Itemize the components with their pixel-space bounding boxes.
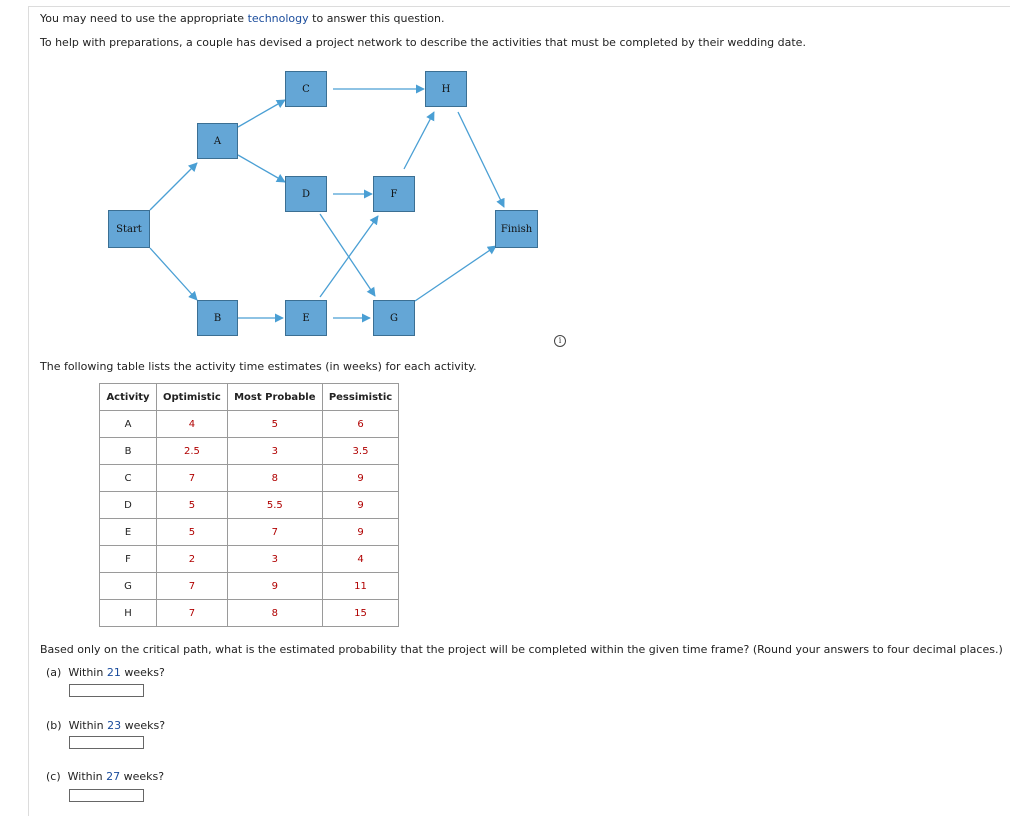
cell-pessimistic: 15 (322, 600, 398, 627)
header-pessimistic: Pessimistic (322, 384, 398, 411)
intro-text-end: to answer this question. (308, 12, 445, 25)
part-a-prompt (46, 666, 165, 679)
node-g: G (373, 300, 415, 336)
arrow-f-h (404, 112, 434, 169)
node-finish: Finish (495, 210, 538, 248)
arrow-a-d (238, 155, 285, 182)
cell-most-probable: 8 (227, 465, 322, 492)
table-row (100, 492, 399, 519)
part-b-prompt (46, 719, 165, 732)
project-network-diagram (0, 0, 1010, 360)
answer-b-input[interactable] (69, 736, 144, 749)
answer-a-input[interactable] (69, 684, 144, 697)
header-optimistic: Optimistic (157, 384, 228, 411)
cell-activity: A (100, 411, 157, 438)
cell-most-probable: 7 (227, 519, 322, 546)
table-row (100, 573, 399, 600)
arrow-h-finish (458, 112, 504, 207)
cell-activity: E (100, 519, 157, 546)
arrow-start-b (150, 248, 197, 300)
technology-link[interactable]: technology (247, 12, 309, 25)
cell-pessimistic: 3.5 (322, 438, 398, 465)
cell-pessimistic: 9 (322, 519, 398, 546)
part-b-suffix: weeks? (121, 719, 166, 732)
cell-activity: C (100, 465, 157, 492)
cell-most-probable: 3 (227, 438, 322, 465)
cell-activity: F (100, 546, 157, 573)
part-c-label: (c) (46, 770, 61, 783)
info-icon[interactable]: i (554, 335, 566, 347)
cell-optimistic: 2.5 (157, 438, 228, 465)
cell-activity: D (100, 492, 157, 519)
cell-pessimistic: 9 (322, 492, 398, 519)
node-d: D (285, 176, 327, 212)
part-a-suffix: weeks? (120, 666, 165, 679)
node-c: C (285, 71, 327, 107)
cell-optimistic: 7 (157, 573, 228, 600)
table-header-row (100, 384, 399, 411)
cell-optimistic: 2 (157, 546, 228, 573)
node-start: Start (108, 210, 150, 248)
part-c-prefix: Within (67, 770, 107, 783)
table-row (100, 600, 399, 627)
table-row (100, 546, 399, 573)
cell-pessimistic: 4 (322, 546, 398, 573)
arrow-start-a (150, 163, 197, 210)
cell-activity: G (100, 573, 157, 600)
activity-time-table (99, 383, 399, 627)
part-a-label: (a) (46, 666, 62, 679)
node-b: B (197, 300, 238, 336)
cell-optimistic: 7 (157, 465, 228, 492)
part-c-suffix: weeks? (120, 770, 165, 783)
cell-most-probable: 5.5 (227, 492, 322, 519)
part-b-prefix: Within (68, 719, 108, 732)
cell-most-probable: 3 (227, 546, 322, 573)
cell-pessimistic: 6 (322, 411, 398, 438)
cell-most-probable: 9 (227, 573, 322, 600)
question-text: Based only on the critical path, what is the estimated probability that the project will be completed within the given time frame? (Round your answers to four decimal places.) (40, 643, 1003, 656)
node-h: H (425, 71, 467, 107)
arrow-a-c (238, 100, 285, 127)
table-row (100, 519, 399, 546)
cell-optimistic: 7 (157, 600, 228, 627)
arrow-d-g (320, 214, 375, 296)
node-e: E (285, 300, 327, 336)
part-a-prefix: Within (68, 666, 107, 679)
cell-pessimistic: 11 (322, 573, 398, 600)
answer-c-input[interactable] (69, 789, 144, 802)
cell-optimistic: 5 (157, 492, 228, 519)
part-c-weeks: 27 (106, 770, 121, 783)
cell-activity: B (100, 438, 157, 465)
header-most-probable: Most Probable (227, 384, 322, 411)
node-a: A (197, 123, 238, 159)
table-row (100, 438, 399, 465)
arrow-e-f (320, 216, 378, 297)
table-intro: The following table lists the activity time estimates (in weeks) for each activity. (40, 360, 477, 373)
intro-text: You may need to use the appropriate (40, 12, 248, 25)
arrow-g-finish (415, 246, 496, 301)
cell-pessimistic: 9 (322, 465, 398, 492)
cell-most-probable: 8 (227, 600, 322, 627)
node-f: F (373, 176, 415, 212)
part-b-weeks: 23 (107, 719, 122, 732)
cell-most-probable: 5 (227, 411, 322, 438)
table-row (100, 465, 399, 492)
cell-optimistic: 4 (157, 411, 228, 438)
part-c-prompt (46, 770, 164, 783)
cell-activity: H (100, 600, 157, 627)
header-activity: Activity (100, 384, 157, 411)
table-row (100, 411, 399, 438)
part-a-weeks: 21 (106, 666, 121, 679)
part-b-label: (b) (46, 719, 62, 732)
cell-optimistic: 5 (157, 519, 228, 546)
intro-line-2: To help with preparations, a couple has devised a project network to describe the activities that must be completed by their wedding date. (40, 36, 806, 49)
